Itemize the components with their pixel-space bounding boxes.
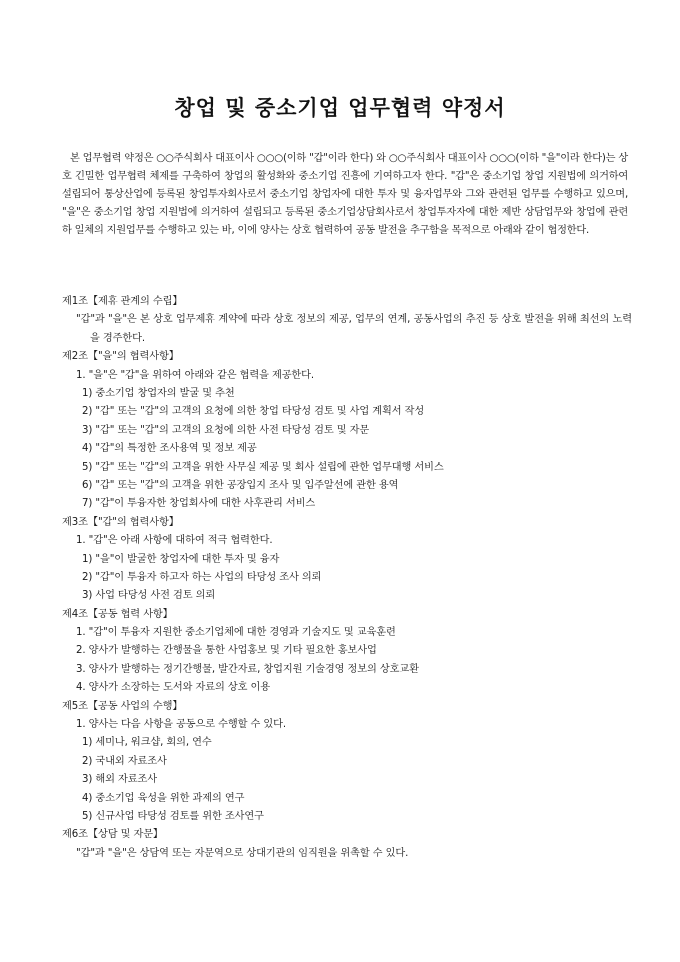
sub-item: 1) "을"이 발굴한 창업자에 대한 투자 및 융자 (82, 553, 280, 565)
sub-item: 2) "갑"이 투융자 하고자 하는 사업의 타당성 조사 의뢰 (82, 571, 322, 583)
sub-item: 3) 사업 타당성 사전 검토 의뢰 (82, 590, 216, 602)
sub-item: 7) "갑"이 투융자한 창업회사에 대한 사후관리 서비스 (82, 498, 316, 510)
article-block (62, 293, 632, 348)
intro-paragraph: 본 업무협력 약정은 ○○주식회사 대표이사 ○○○(이하 "갑"이라 한다) 와 ○○주식회사 대표이사 ○○○(이하 "을"이라 한다)는 상호 긴밀한 업무협력 체제를 구축하여 창업의 활성화와 중소기업 진흥에 기여하고자 한다. "갑"은 중소기업 창업 지원법에 의거하여 설립되어 통상산업에 등록된 창업투자회사로서 중소기업 창업자에 대한 투자 및 융자업무와 그와 관련된 업무를 수행하고 있으며, "을"은 중소기업 창업 지원법에 의거하여 설립되고 등록된 중소기업상담회사로서 창업투자자에 대한 제반 상담업무와 창업에 관련하 일체의 지원업무를 수행하고 있는 바, 이에 양사는 상호 협력하여 공동 발전을 추구함을 목적으로 아래와 같이 협정한다. (62, 153, 628, 236)
articles-section (62, 293, 632, 863)
article-block (62, 514, 632, 606)
article-heading: 제5조【공동 사업의 수행】 (62, 700, 183, 712)
numbered-item: 1. 양사는 다음 사항을 공동으로 수행할 수 있다. (76, 719, 286, 731)
numbered-item: 1. "갑"이 투융자 지원한 중소기업체에 대한 경영과 기술지도 및 교육훈련 (76, 627, 396, 639)
sub-item: 2) 국내외 자료조사 (82, 755, 167, 767)
sub-item: 4) "갑"의 특정한 조사용역 및 정보 제공 (82, 443, 257, 455)
sub-item: 6) "갑" 또는 "갑"의 고객을 위한 공장입지 조사 및 입주알선에 관한 용역 (82, 479, 399, 491)
numbered-item: 2. 양사가 발행하는 간행물을 통한 사업홍보 및 기타 필요한 홍보사업 (76, 645, 377, 657)
sub-item: 2) "갑" 또는 "갑"의 고객의 요청에 의한 창업 타당성 검토 및 사업 계획서 작성 (82, 406, 425, 418)
article-heading: 제6조【상담 및 자문】 (62, 829, 164, 841)
sub-item: 3) "갑" 또는 "갑"의 고객의 요청에 의한 사전 타당성 검토 및 자문 (82, 424, 370, 436)
article-block (62, 348, 632, 514)
article-body-text: "갑"과 "을"은 상담역 또는 자문역으로 상대기관의 임직원을 위촉할 수 있다. (76, 847, 409, 859)
numbered-item: 3. 양사가 발행하는 정기간행물, 발간자료, 창업지원 기술경영 정보의 상호교환 (76, 663, 419, 675)
article-heading: 제3조【"갑"의 협력사항】 (62, 516, 179, 528)
sub-item: 3) 해외 자료조사 (82, 774, 157, 786)
article-body-text: "갑"과 "을"은 본 상호 업무제휴 계약에 따라 상호 정보의 제공, 업무의 연계, 공동사업의 추진 등 상호 발전을 위해 최선의 노력을 경주한다. (76, 314, 632, 344)
sub-item: 1) 중소기업 창업자의 발굴 및 추천 (82, 387, 235, 399)
sub-item: 5) 신규사업 타당성 검토를 위한 조사연구 (82, 810, 264, 822)
article-heading: 제2조【"을"의 협력사항】 (62, 351, 179, 363)
sub-item: 4) 중소기업 육성을 위한 과제의 연구 (82, 792, 245, 804)
article-block (62, 698, 632, 827)
numbered-item: 1. "갑"은 아래 사항에 대하여 적극 협력한다. (76, 535, 273, 547)
article-heading: 제1조【제휴 관계의 수립】 (62, 296, 183, 307)
article-block (62, 826, 632, 863)
document-title: 창업 및 중소기업 업무협력 약정서 (174, 96, 506, 120)
sub-item: 5) "갑" 또는 "갑"의 고객을 위한 사무실 제공 및 회사 설립에 관한 업무대행 서비스 (82, 461, 444, 473)
sub-item: 1) 세미나, 워크샵, 회의, 연수 (82, 737, 212, 749)
article-block (62, 606, 632, 698)
numbered-item: 4. 양사가 소장하는 도서와 자료의 상호 이용 (76, 682, 270, 694)
numbered-item: 1. "을"은 "갑"을 위하여 아래와 같은 협력을 제공한다. (76, 369, 315, 381)
article-heading: 제4조【공동 협력 사항】 (62, 608, 173, 620)
